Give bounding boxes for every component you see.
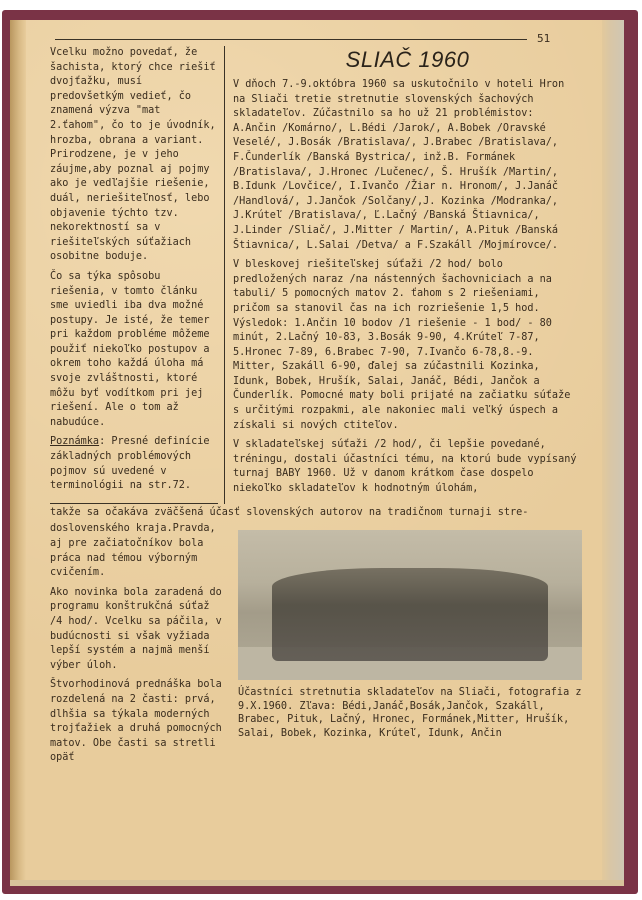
left-paragraph: Čo sa týka spôsobu riešenia, v tomto článku sme uviedli iba dva možné postupy. Je isté, že temer pri každom probléme môžeme použiť niekoľko postupov a okrem toho každá úloha má svoje zvláštnosti, ktoré môžu byť vodítkom pri jej riešení. Ale o tom až nabudúce. <box>50 270 210 428</box>
page-edge-right <box>602 20 624 886</box>
bridge-line: takže sa očakáva zväčšená účasť slovenských autorov na tradičnom turnaji stre- <box>50 506 529 518</box>
lower-paragraph: Ako novinka bola zaradená do programu konštrukčná súťaž /4 hod/. Vcelku sa páčila, v budúcnosti si však vyžiada lepší systém a najmä menší výber úloh. <box>50 586 222 671</box>
lower-paragraph: doslovenského kraja.Pravda, aj pre začiatočníkov bola práca nad témou výborným cvičením. <box>50 523 216 579</box>
lower-paragraph: Štvorhodinová prednáška bola rozdelená na 2 časti: prvá, dlhšia sa týkala moderných trojťažiek a druhá pomocných matov. Obe časti sa stretli opäť <box>50 679 222 764</box>
lower-left-column <box>50 522 226 771</box>
upper-columns <box>50 46 582 504</box>
right-paragraph: V bleskovej riešiteľskej súťaži /2 hod/ bolo predložených naraz /na nástenných šachovniciach a na tabuli/ 5 pomocných matov 2. ťahom s 2 riešeniami, pričom sa stanovil čas na ich rozriešenie 1,5 hod. Výsledok: 1.Ančin 10 bodov /1 riešenie - 1 bod/ - 80 minút, 2.Lačný 10-83, 3.Bosák 9-90, 4.Krúteľ 7-87, 5.Hronec 7-89, 6.Brabec 7-90, 7.Ivančo 6-78,8.-9. Mitter, Szakáll 6-90, ďalej sa zúčastnili Kozinka, Idunk, Bobek, Hrušík, Salai, Janáč, Bédi, Jančok a Čunderlík. Pomocné maty boli prijaté na začiatku súťaže s určitými rozpakmi, ale nakoniec mali veľký úspech a získali si nových ctiteľov. <box>233 259 571 431</box>
header-rule <box>55 39 527 40</box>
book-page <box>10 20 624 886</box>
page-edge-bottom <box>10 880 624 886</box>
note-block <box>50 435 218 503</box>
photo-group-of-people <box>272 568 547 661</box>
right-paragraph: V dňoch 7.-9.októbra 1960 sa uskutočnilo v hoteli Hron na Sliači tretie stretnutie slovenských šachových skladateľov. Zúčastnilo sa ho už 21 problémistov: A.Ančin /Komárno/, L.Bédi /Jarok/, A.Bobek /Oravské Veselé/, J.Bosák /Bratislava/, J.Brabec /Bratislava/, F.Čunderlík /Banská Bystrica/, inž.B. Formánek /Bratislava/, J.Hronec /Lučenec/, Š. Hrušík /Martin/, B.Idunk /Lovčice/, I.Ivančo /Žiar n. Hronom/, J.Janáč /Handlová/, J.Jančok /Solčany/,J. Kozinka /Modranka/, J.Krúteľ /Bratislava/, Ľ.Lačný /Banská Štiavnica/, J.Linder /Sliač/, J.Mitter / Martin/, A.Pituk /Banská Štiavnica/, L.Salai /Detva/ a F.Szakáll /Mojmírovce/. <box>233 79 565 251</box>
note-label: Poznámka <box>50 436 100 448</box>
note-text: : Presné definície základných problémových pojmov sú uvedené v terminológii na str.72. <box>50 436 210 492</box>
article-title: SLIAČ 1960 <box>345 47 470 72</box>
group-photo <box>238 530 582 680</box>
photo-caption: Účastníci stretnutia skladateľov na Sliači, fotografia z 9.X.1960. Zľava: Bédi,Janáč,Bosák,Jančok, Szakáll, Brabec, Pituk, Lačný, Hronec, Formánek,Mitter, Hrušík, Salai, Bobek, Kozinka, Krúteľ, Idunk, Ančin <box>238 687 582 739</box>
photo-column <box>226 522 582 740</box>
right-paragraph: V skladateľskej súťaži /2 hod/, či lepšie povedané, tréningu, dostali účastníci tému, na ktorú bude vypísaný turnaj BABY 1960. Už v danom krátkom čase dospelo niekoľko skladateľov k hodnotným úlohám, <box>233 439 577 495</box>
page-number: 51 <box>537 32 551 45</box>
lower-row <box>50 522 582 771</box>
left-column <box>50 46 225 504</box>
right-column <box>225 46 582 502</box>
left-paragraph: Vcelku možno povedať, že šachista, ktorý chce riešiť dvojťažku, musí predovšetkým vedieť, čo znamená výzva "mat 2.ťahom", čo to je úvodník, hrozba, obrana a variant. Prirodzene, je v jeho záujme,aby poznal aj pojmy ako je vedľajšie riešenie, duál, neriešiteľnosť, lebo objavenie týchto tzv. nekorektností sa v riešiteľských súťažiach osobitne boduje. <box>50 47 216 263</box>
page-gutter <box>10 20 26 886</box>
note-paragraph <box>50 435 218 493</box>
page-content <box>50 46 582 771</box>
